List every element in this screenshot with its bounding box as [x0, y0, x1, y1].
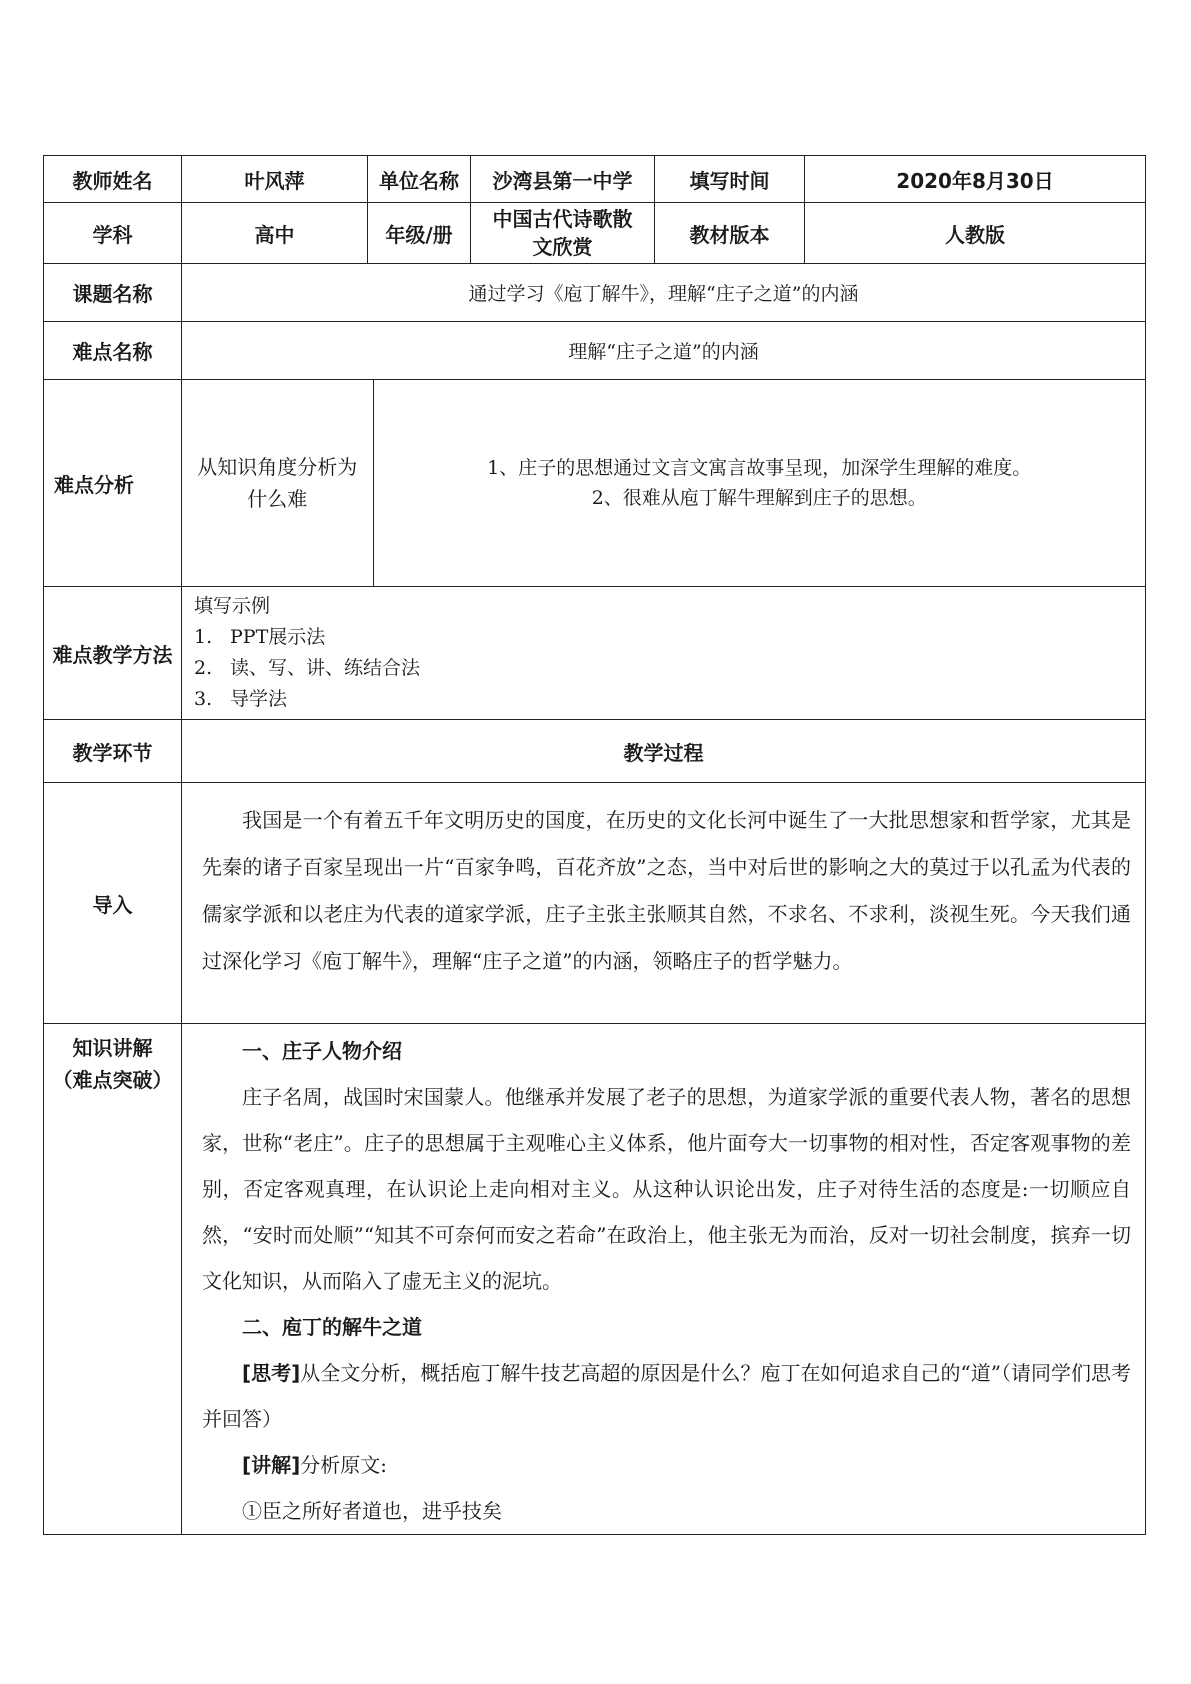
topic-row [44, 264, 1146, 322]
info-row-1 [44, 156, 1146, 203]
topic-value: 通过学习《庖丁解牛》，理解“庄子之道”的内涵 [182, 264, 1146, 322]
edition-value: 人教版 [805, 203, 1146, 264]
analysis-inner [182, 380, 1145, 586]
analysis-sub-label: 从知识角度分析为什么难 [182, 380, 373, 586]
lesson-plan-page [43, 155, 1145, 1535]
intro-cell [182, 783, 1146, 1024]
grade-value: 中国古代诗歌散文欣赏 [471, 203, 655, 264]
knowledge-row [44, 1024, 1146, 1535]
edition-label: 教材版本 [655, 203, 805, 264]
knowledge-heading-2: 二、庖丁的解牛之道 [242, 1315, 422, 1339]
knowledge-label: 知识讲解 （难点突破） [44, 1024, 182, 1535]
analysis-row [44, 380, 1146, 587]
time-value: 2020年8月30日 [805, 156, 1146, 203]
method-row [44, 587, 1146, 720]
analysis-line-2: 2、很难从庖丁解牛理解到庄子的思想。 [591, 487, 927, 509]
lesson-plan-table [43, 155, 1146, 1535]
teacher-label: 教师姓名 [44, 156, 182, 203]
analysis-label: 难点分析 [44, 380, 182, 587]
steps-row [44, 720, 1146, 783]
intro-row [44, 783, 1146, 1024]
knowledge-think: [思考]从全文分析，概括庖丁解牛技艺高超的原因是什么？庖丁在如何追求自己的“道”（请同学们思考并回答） [202, 1361, 1132, 1431]
process-label: 教学过程 [182, 720, 1146, 783]
difficulty-label: 难点名称 [44, 322, 182, 380]
analysis-line-1: 1、庄子的思想通过文言文寓言故事呈现，加深学生理解的难度。 [487, 457, 1032, 479]
knowledge-cell [182, 1024, 1146, 1535]
unit-value: 沙湾县第一中学 [471, 156, 655, 203]
info-row-2 [44, 203, 1146, 264]
topic-label: 课题名称 [44, 264, 182, 322]
knowledge-quote-1: ①臣之所好者道也，进乎技矣 [242, 1499, 502, 1523]
unit-label: 单位名称 [368, 156, 471, 203]
knowledge-explain: [讲解]分析原文: [242, 1453, 388, 1477]
subject-label: 学科 [44, 203, 182, 264]
intro-text: 我国是一个有着五千年文明历史的国度，在历史的文化长河中诞生了一大批思想家和哲学家，尤其是先秦的诸子百家呈现出一片“百家争鸣，百花齐放”之态，当中对后世的影响之大的莫过于以孔孟为代表的儒家学派和以老庄为代表的道家学派，庄子主张主张顺其自然，不求名、不求利，淡视生死。今天我们通过深化学习《庖丁解牛》，理解“庄子之道”的内涵，领略庄子的哲学魅力。 [202, 808, 1131, 973]
analysis-cell [182, 380, 1146, 587]
method-label: 难点教学方法 [44, 587, 182, 720]
knowledge-para-1: 庄子名周，战国时宋国蒙人。他继承并发展了老子的思想，为道家学派的重要代表人物，著名的思想家，世称“老庄”。庄子的思想属于主观唯心主义体系，他片面夸大一切事物的相对性，否定客观事物的差别，否定客观真理，在认识论上走向相对主义。从这种认识论出发，庄子对待生活的态度是:一切顺应自然，“安时而处顺”“知其不可奈何而安之若命”在政治上，他主张无为而治，反对一切社会制度，摈弃一切文化知识，从而陷入了虚无主义的泥坑。 [202, 1085, 1131, 1293]
difficulty-row [44, 322, 1146, 380]
method-intro: 填写示例 [194, 595, 271, 617]
knowledge-heading-1: 一、庄子人物介绍 [242, 1039, 402, 1063]
method-cell [182, 587, 1146, 720]
method-item: 1. PPT展示法 [194, 626, 326, 648]
intro-label: 导入 [44, 783, 182, 1024]
analysis-lines [373, 380, 1145, 586]
steps-label: 教学环节 [44, 720, 182, 783]
time-label: 填写时间 [655, 156, 805, 203]
method-item: 2. 读、写、讲、练结合法 [194, 657, 421, 679]
difficulty-value: 理解“庄子之道”的内涵 [182, 322, 1146, 380]
subject-value: 高中 [182, 203, 368, 264]
method-item: 3. 导学法 [194, 688, 288, 710]
grade-label: 年级/册 [368, 203, 471, 264]
teacher-value: 叶风萍 [182, 156, 368, 203]
